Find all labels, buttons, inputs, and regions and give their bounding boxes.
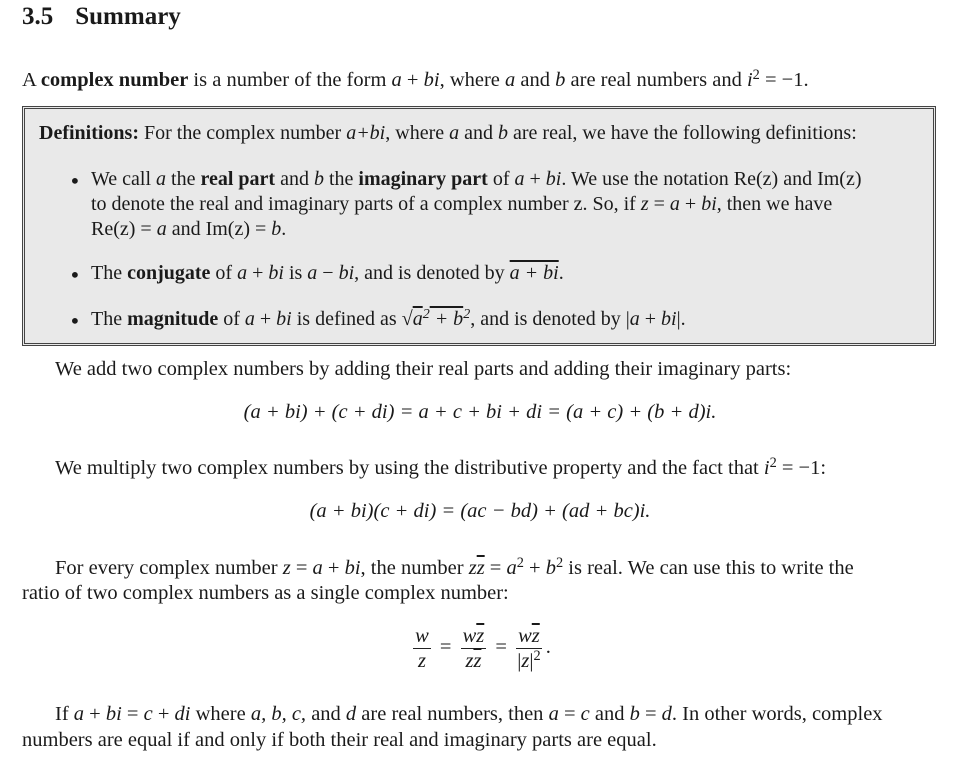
text-run: = −1. (759, 69, 809, 91)
text-run: bi (661, 308, 677, 330)
text-run: We multiply two complex numbers by using the distributive property and the fact that (55, 457, 764, 479)
text-run: i (763, 457, 770, 479)
text-run: a (244, 308, 255, 330)
text-run: | (529, 650, 534, 672)
text-run: 2 (422, 307, 430, 322)
fraction (461, 624, 487, 673)
text-run: z (282, 557, 291, 579)
text-run: a (548, 703, 559, 725)
definition-real-imaginary-line1 (91, 167, 862, 192)
text-run: z (640, 193, 649, 215)
text-run: + (254, 308, 277, 330)
text-run: a (307, 262, 318, 284)
text-run: . (281, 218, 287, 240)
text-run: c (143, 703, 153, 725)
text-run: z (521, 650, 530, 672)
text-run: a (629, 308, 640, 330)
definition-real-imaginary-line3 (91, 217, 286, 242)
text-run: (a + bi) + (c + di) = a + c + bi + di = (a + c) + (b + d)i. (243, 401, 717, 423)
definition-magnitude (91, 307, 686, 332)
text-run: a (156, 168, 167, 190)
text-run: a (156, 218, 167, 240)
text-run: + (401, 69, 424, 91)
definitions-lead (39, 121, 857, 146)
intro-paragraph (22, 68, 809, 93)
text-run: c (580, 703, 590, 725)
text-run: conjugate (127, 262, 211, 284)
text-run: 2 (555, 554, 564, 571)
text-run: For the complex number (139, 122, 347, 144)
multiplication-equation (0, 499, 960, 524)
text-run: a (391, 69, 402, 91)
division-text-line1 (55, 556, 854, 581)
text-run: is defined as √ (291, 308, 413, 330)
text-run: 2 (769, 454, 777, 471)
text-run: b (313, 168, 324, 190)
text-run: , and is denoted by (354, 262, 510, 284)
equals-sign: = (439, 636, 452, 659)
text-run: = −1: (776, 457, 827, 479)
text-run: 2 (533, 647, 541, 664)
text-run: $\overline{z}$ (476, 557, 485, 579)
text-run: + (524, 168, 546, 190)
text-run: real part (200, 168, 276, 190)
text-run: . We use the notation Re(z) and Im(z) (561, 168, 862, 190)
text-run: a (449, 122, 460, 144)
text-run: ratio of two complex numbers as a single complex number: (22, 582, 509, 604)
text-run: a + bi (509, 262, 559, 284)
text-run: a, b, c, (250, 703, 307, 725)
text-run: $\overline{z}$ (476, 625, 485, 647)
definition-conjugate (91, 261, 564, 286)
text-run: bi (701, 193, 717, 215)
text-run: We add two complex numbers by adding their real parts and adding their imaginary parts: (55, 358, 792, 380)
text-run: . (558, 262, 564, 284)
text-run: + b (429, 308, 464, 330)
addition-text (55, 357, 791, 382)
text-run: , where (439, 69, 506, 91)
text-run: the (323, 168, 359, 190)
text-run: d (661, 703, 672, 725)
text-run: and (275, 168, 314, 190)
text-run: a (506, 557, 517, 579)
text-run: of (487, 168, 515, 190)
text-run: and (515, 69, 556, 91)
text-run: and (589, 703, 630, 725)
text-run: + (84, 703, 106, 725)
equality-text-line1 (55, 702, 883, 727)
text-run: a (505, 69, 516, 91)
text-run: complex number (40, 69, 189, 91)
definition-real-imaginary-line2 (91, 192, 832, 217)
text-run: z (417, 650, 426, 672)
text-run: , then we have (716, 193, 833, 215)
fraction (413, 624, 431, 673)
fraction (516, 624, 542, 673)
text-run: is a number of the form (188, 69, 392, 91)
text-run: |. (676, 308, 686, 330)
text-run: bi (344, 557, 361, 579)
text-run: (a + bi)(c + di) = (ac − bd) + (ad + bc)i. (309, 500, 651, 522)
bullet-marker: • (69, 309, 81, 333)
division-text-line2 (22, 581, 509, 606)
text-run: | (517, 650, 522, 672)
text-run: 2 (516, 554, 524, 571)
text-run: Definitions: (39, 122, 139, 144)
text-run: + (247, 262, 269, 284)
section-number: 3.5 (22, 3, 54, 30)
text-run: a (312, 557, 323, 579)
text-run: are real, we have the following definitions: (508, 122, 857, 144)
text-run: where (190, 703, 251, 725)
text-run: bi (105, 703, 122, 725)
text-run: of (210, 262, 238, 284)
bullet-marker: • (69, 263, 81, 287)
text-run: w (415, 625, 429, 647)
text-run: are real numbers, then (356, 703, 549, 725)
text-run: 2 (463, 307, 471, 322)
text-run: = (648, 193, 670, 215)
text-run: i (746, 69, 753, 91)
text-run: = (558, 703, 581, 725)
bullet-marker: • (69, 169, 81, 193)
text-run: 2 (752, 66, 760, 83)
text-run: z (468, 557, 477, 579)
text-run: imaginary part (358, 168, 488, 190)
text-run: = (121, 703, 144, 725)
text-run: and (306, 703, 346, 725)
text-run: , the number (360, 557, 469, 579)
text-run: d (345, 703, 357, 725)
text-run: w (518, 625, 532, 647)
section-title: Summary (75, 3, 181, 30)
text-run: a (514, 168, 525, 190)
equals-sign: = (495, 636, 507, 659)
text-run: , and is denoted by | (470, 308, 630, 330)
text-run: − (317, 262, 339, 284)
text-run: , where (385, 122, 450, 144)
text-run: b (629, 703, 640, 725)
text-run: is (283, 262, 308, 284)
section-heading (22, 3, 181, 31)
text-run: + (152, 703, 175, 725)
text-run: + (679, 193, 702, 215)
text-run: are real numbers and (565, 69, 747, 91)
text-run: of (218, 308, 245, 330)
period: . (545, 636, 551, 659)
text-run: magnitude (127, 308, 219, 330)
text-run: a (669, 193, 680, 215)
text-run: numbers are equal if and only if both their real and imaginary parts are equal. (22, 729, 657, 751)
text-run: to denote the real and imaginary parts of a complex number z. So, if (91, 193, 641, 215)
text-run: Re(z) = (91, 218, 157, 240)
text-run: bi (338, 262, 355, 284)
text-run: a (412, 308, 423, 330)
text-run: bi (276, 308, 292, 330)
text-run: z (465, 650, 474, 672)
text-run: $\overline{z}$ (531, 625, 540, 647)
text-run: a+bi (346, 122, 386, 144)
text-run: $\overline{z}$ (473, 650, 482, 672)
text-run: The (91, 262, 128, 284)
text-run: = (639, 703, 662, 725)
text-run: di (174, 703, 191, 725)
text-run: is real. We can use this to write the (563, 557, 854, 579)
text-run: = (484, 557, 507, 579)
text-run: + (523, 557, 546, 579)
text-run: b (545, 557, 556, 579)
text-run: + (322, 557, 345, 579)
addition-equation (0, 400, 960, 425)
text-run: For every complex number (55, 557, 283, 579)
text-run: the (166, 168, 201, 190)
text-run: w (462, 625, 477, 647)
text-run: and Im(z) = (166, 218, 272, 240)
division-equation (0, 624, 960, 673)
text-run: . In other words, complex (671, 703, 883, 725)
text-run: b (498, 122, 508, 144)
text-run: b (555, 69, 566, 91)
equality-text-line2 (22, 728, 657, 753)
text-run: and (459, 122, 498, 144)
text-run: bi (545, 168, 562, 190)
text-run: b (271, 218, 282, 240)
text-run: We call (91, 168, 157, 190)
text-run: a (73, 703, 85, 725)
text-run: a (237, 262, 248, 284)
text-run: A (22, 69, 41, 91)
text-run: = (290, 557, 313, 579)
text-run: The (91, 308, 128, 330)
multiplication-text (55, 456, 826, 481)
text-run: bi (268, 262, 284, 284)
definitions-box (22, 106, 936, 346)
text-run: If (55, 703, 74, 725)
text-run: + (639, 308, 661, 330)
text-run: bi (423, 69, 440, 91)
